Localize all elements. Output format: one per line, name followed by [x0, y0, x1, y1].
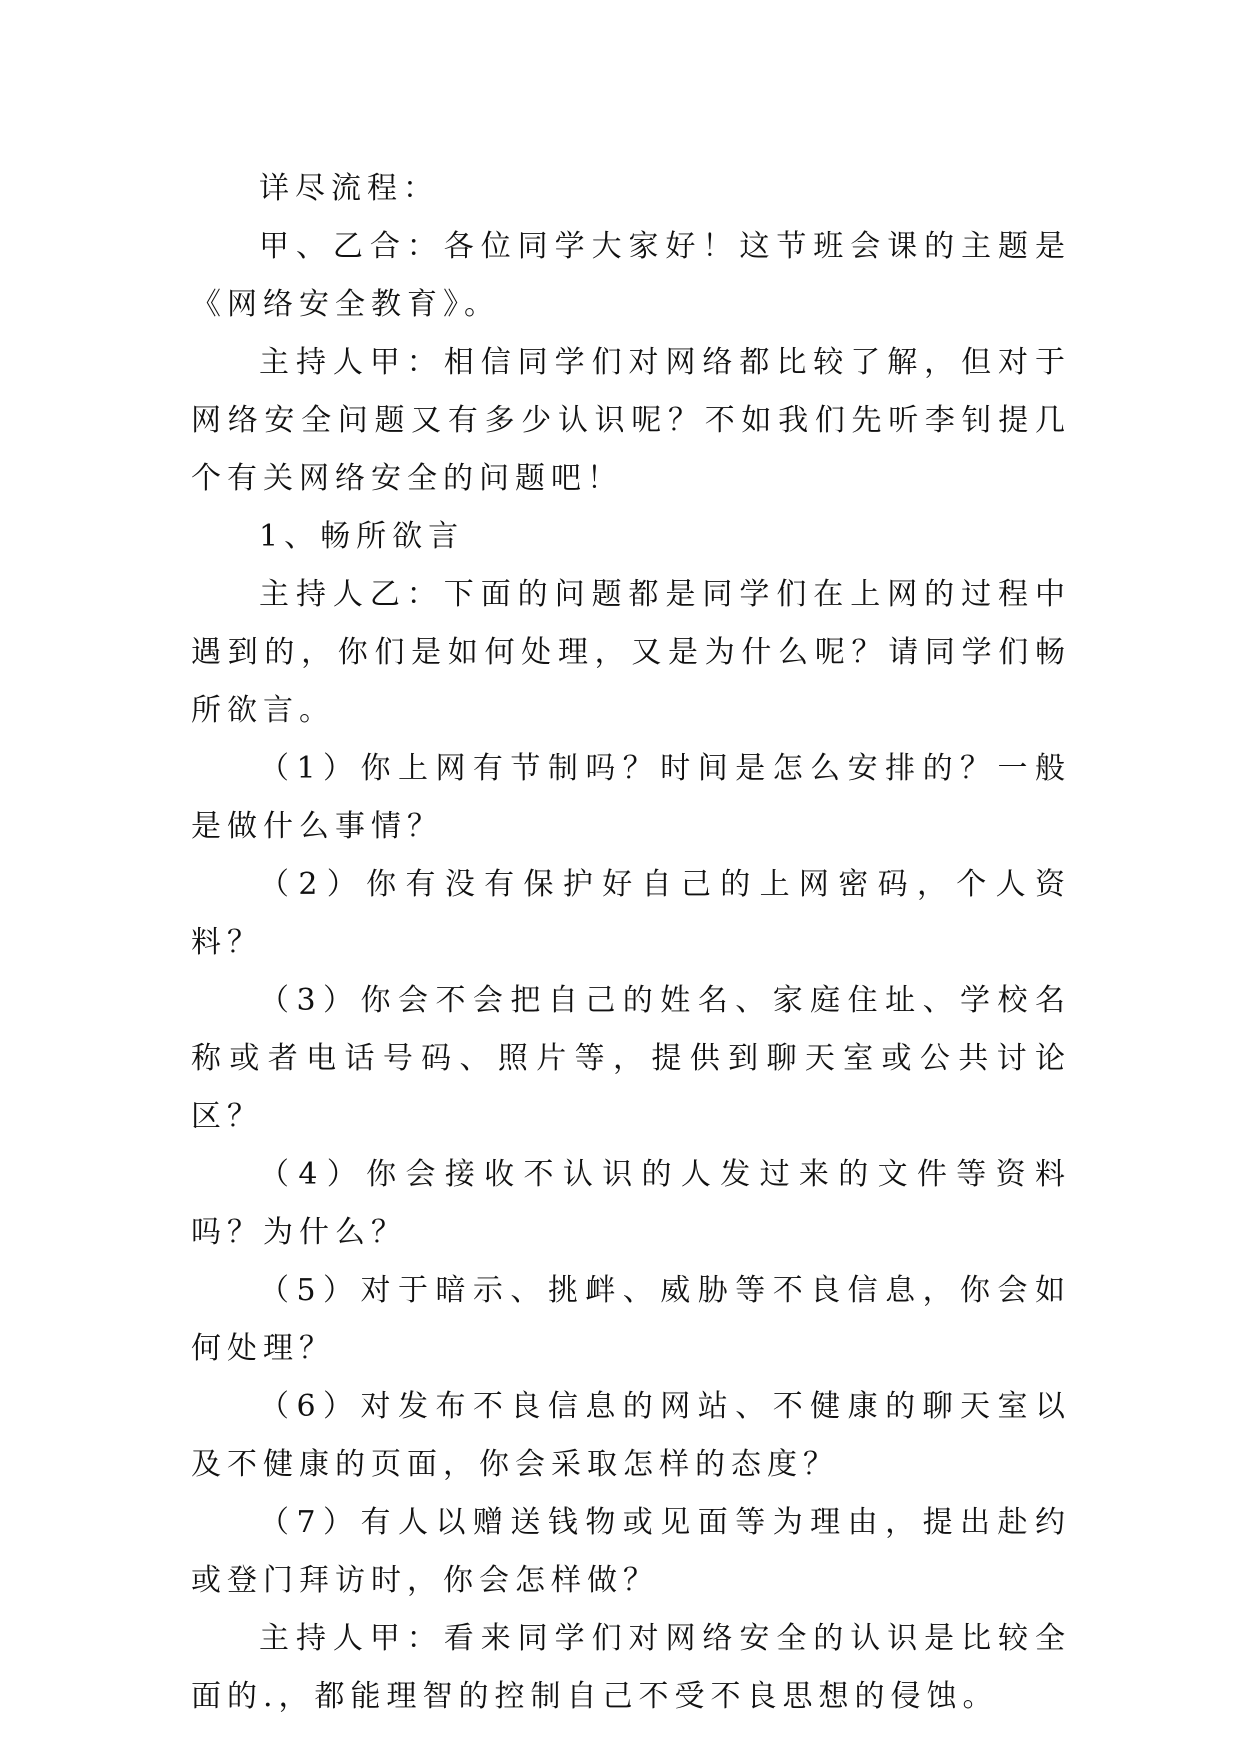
paragraph-question-3: （3）你会不会把自己的姓名、家庭住址、学校名称或者电话号码、照片等，提供到聊天室或公共讨论区？ — [191, 983, 1071, 1134]
paragraph-host-b-questions: 主持人乙：下面的问题都是同学们在上网的过程中遇到的，你们是如何处理，又是为什么呢？请同学们畅所欲言。 — [191, 577, 1071, 728]
paragraph-host-a-summary: 主持人甲：看来同学们对网络安全的认识是比较全面的.，都能理智的控制自己不受不良思想的侵蚀。 — [191, 1621, 1071, 1714]
paragraph-question-5: （5）对于暗示、挑衅、威胁等不良信息，你会如何处理？ — [191, 1273, 1071, 1366]
paragraph-question-2: （2）你有没有保护好自己的上网密码，个人资料？ — [191, 867, 1071, 960]
paragraph-question-7: （7）有人以赠送钱物或见面等为理由，提出赴约或登门拜访时，你会怎样做？ — [191, 1505, 1071, 1598]
paragraph-process-heading: 详尽流程： — [259, 171, 439, 206]
document-body — [191, 160, 1071, 1726]
paragraph-question-1: （1）你上网有节制吗？时间是怎么安排的？一般是做什么事情？ — [191, 751, 1071, 844]
paragraph-host-a-intro: 主持人甲：相信同学们对网络都比较了解，但对于网络安全问题又有多少认识呢？不如我们先听李钊提几个有关网络安全的问题吧！ — [191, 345, 1071, 496]
paragraph-opening-greeting: 甲、乙合：各位同学大家好！这节班会课的主题是《网络安全教育》。 — [191, 229, 1071, 322]
paragraph-question-4: （4）你会接收不认识的人发过来的文件等资料吗？为什么？ — [191, 1157, 1071, 1250]
paragraph-question-6: （6）对发布不良信息的网站、不健康的聊天室以及不健康的页面，你会采取怎样的态度？ — [191, 1389, 1071, 1482]
paragraph-section-heading: 1、畅所欲言 — [259, 519, 465, 554]
